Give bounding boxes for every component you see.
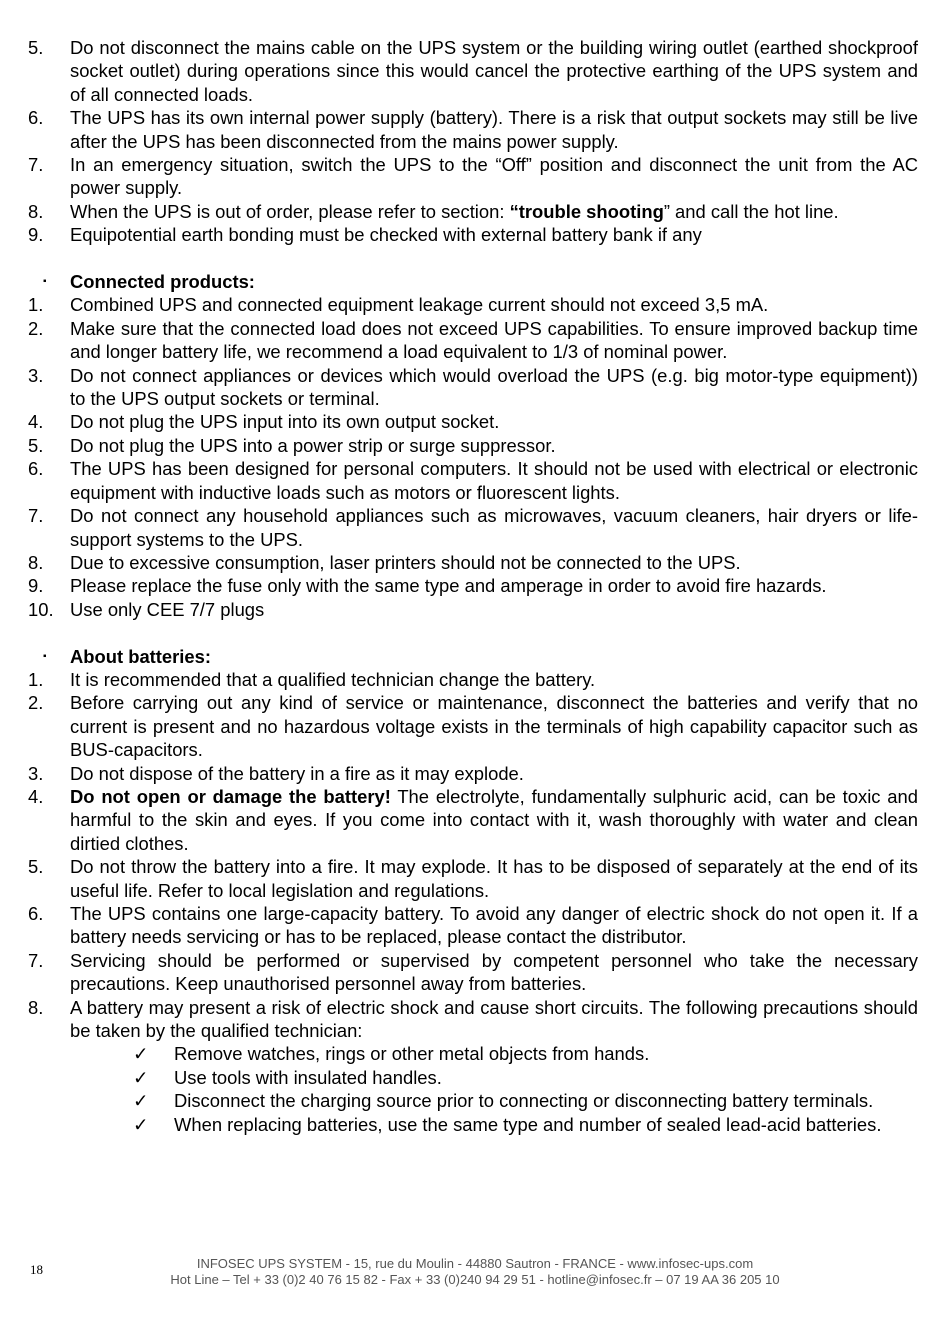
check-icon: ✓ <box>133 1066 149 1088</box>
list-item: 6. The UPS has been designed for personal computers. It should not be used with electrical or electronic equipment with inductive loads such as motors or fluorescent lights. <box>28 458 918 503</box>
list-item: 8. A battery may present a risk of electric shock and cause short circuits. The following precautions should be taken by the qualified technician: <box>28 996 918 1042</box>
check-icon: ✓ <box>133 1090 149 1112</box>
precaution-item: ✓ Remove watches, rings or other metal objects from hands. <box>133 1043 650 1065</box>
list-item: 6. The UPS contains one large-capacity battery. To avoid any danger of electric shock do not open it. If a battery needs servicing or has to be replaced, please contact the distributor. <box>28 903 918 948</box>
list-item: 5. Do not plug the UPS into a power strip or surge suppressor. <box>28 434 556 456</box>
list-item: 7. Do not connect any household appliances such as microwaves, vacuum cleaners, hair dryers or life-support systems to the UPS. <box>28 505 918 550</box>
precaution-item: ✓ Use tools with insulated handles. <box>133 1066 442 1088</box>
connected-products-list <box>28 293 918 621</box>
precaution-item: ✓ When replacing batteries, use the same type and number of sealed lead-acid batteries. <box>133 1113 882 1135</box>
list-item: 4. Do not open or damage the battery! The electrolyte, fundamentally sulphuric acid, can be toxic and harmful to the skin and eyes. If you come into contact with it, wash thoroughly with water and clean dirtied clothes. <box>28 785 918 854</box>
check-icon: ✓ <box>133 1043 149 1065</box>
list-item: 8. When the UPS is out of order, please refer to section: “trouble shooting” and call the hot line. <box>28 200 839 222</box>
list-item: 3. Do not connect appliances or devices which would overload the UPS (e.g. big motor-type equipment)) to the UPS output sockets or terminal. <box>28 364 918 410</box>
list-item: 4. Do not plug the UPS input into its own output socket. <box>28 411 500 433</box>
list-item: 2. Before carrying out any kind of service or maintenance, disconnect the batteries and verify that no current is present and no hazardous voltage exists in the terminals of high capability capacitor such as BUS-capacitors. <box>28 692 918 761</box>
page-content <box>28 36 918 1136</box>
list-item: 3. Do not dispose of the battery in a fire as it may explode. <box>28 762 524 784</box>
square-bullet-icon: ▪ <box>43 650 47 662</box>
about-batteries-list <box>28 668 918 1043</box>
list-item: 6. The UPS has its own internal power supply (battery). There is a risk that output sockets may still be live after the UPS has been disconnected from the mains power supply. <box>28 107 918 152</box>
battery-warning: Do not open or damage the battery! <box>70 785 391 807</box>
square-bullet-icon: ▪ <box>43 276 47 288</box>
list-item: 1. It is recommended that a qualified technician change the battery. <box>28 668 596 690</box>
list-item: 1. Combined UPS and connected equipment leakage current should not exceed 3,5 mA. <box>28 294 769 316</box>
list-item: 8. Due to excessive consumption, laser printers should not be connected to the UPS. <box>28 551 741 573</box>
check-icon: ✓ <box>133 1113 149 1135</box>
footer <box>0 1256 950 1288</box>
list-item: 9. Please replace the fuse only with the same type and amperage in order to avoid fire hazards. <box>28 575 827 597</box>
footer-address: INFOSEC UPS SYSTEM - 15, rue du Moulin - 44880 Sautron - FRANCE - www.infosec-ups.com <box>196 1256 754 1271</box>
footer-hotline: Hot Line – Tel + 33 (0)2 40 76 15 82 - Fax + 33 (0)240 94 29 51 - hotline@infosec.fr – 07 19 AA 36 205 10 <box>170 1272 780 1287</box>
list-item: 7. In an emergency situation, switch the UPS to the “Off” position and disconnect the unit from the AC power supply. <box>28 154 918 199</box>
section-reference: “trouble shooting <box>509 200 664 222</box>
list-item: 5. Do not disconnect the mains cable on the UPS system or the building wiring outlet (earthed shockproof socket outlet) during operations since this would cancel the protective earthing of the UPS system and of all connected loads. <box>28 37 918 105</box>
precautions-list <box>28 1042 918 1136</box>
list-item: 5. Do not throw the battery into a fire. It may explode. It has to be disposed of separately at the end of its useful life. Refer to local legislation and regulations. <box>28 856 918 901</box>
safety-list-continued <box>28 36 918 247</box>
list-item: 10. Use only CEE 7/7 plugs <box>28 598 265 620</box>
connected-products-heading: ▪ Connected products: <box>43 271 255 293</box>
list-item: 7. Servicing should be performed or supervised by competent personnel who take the necessary precautions. Keep unauthorised personnel away from batteries. <box>28 949 918 995</box>
page-number: 18 <box>30 1262 43 1277</box>
precaution-item: ✓ Disconnect the charging source prior to connecting or disconnecting battery terminals. <box>133 1090 874 1112</box>
list-item: 9. Equipotential earth bonding must be checked with external battery bank if any <box>28 224 702 246</box>
list-item: 2. Make sure that the connected load does not exceed UPS capabilities. To ensure improved backup time and longer battery life, we recommend a load equivalent to 1/3 of nominal power. <box>28 317 918 363</box>
about-batteries-heading: ▪ About batteries: <box>43 645 212 667</box>
